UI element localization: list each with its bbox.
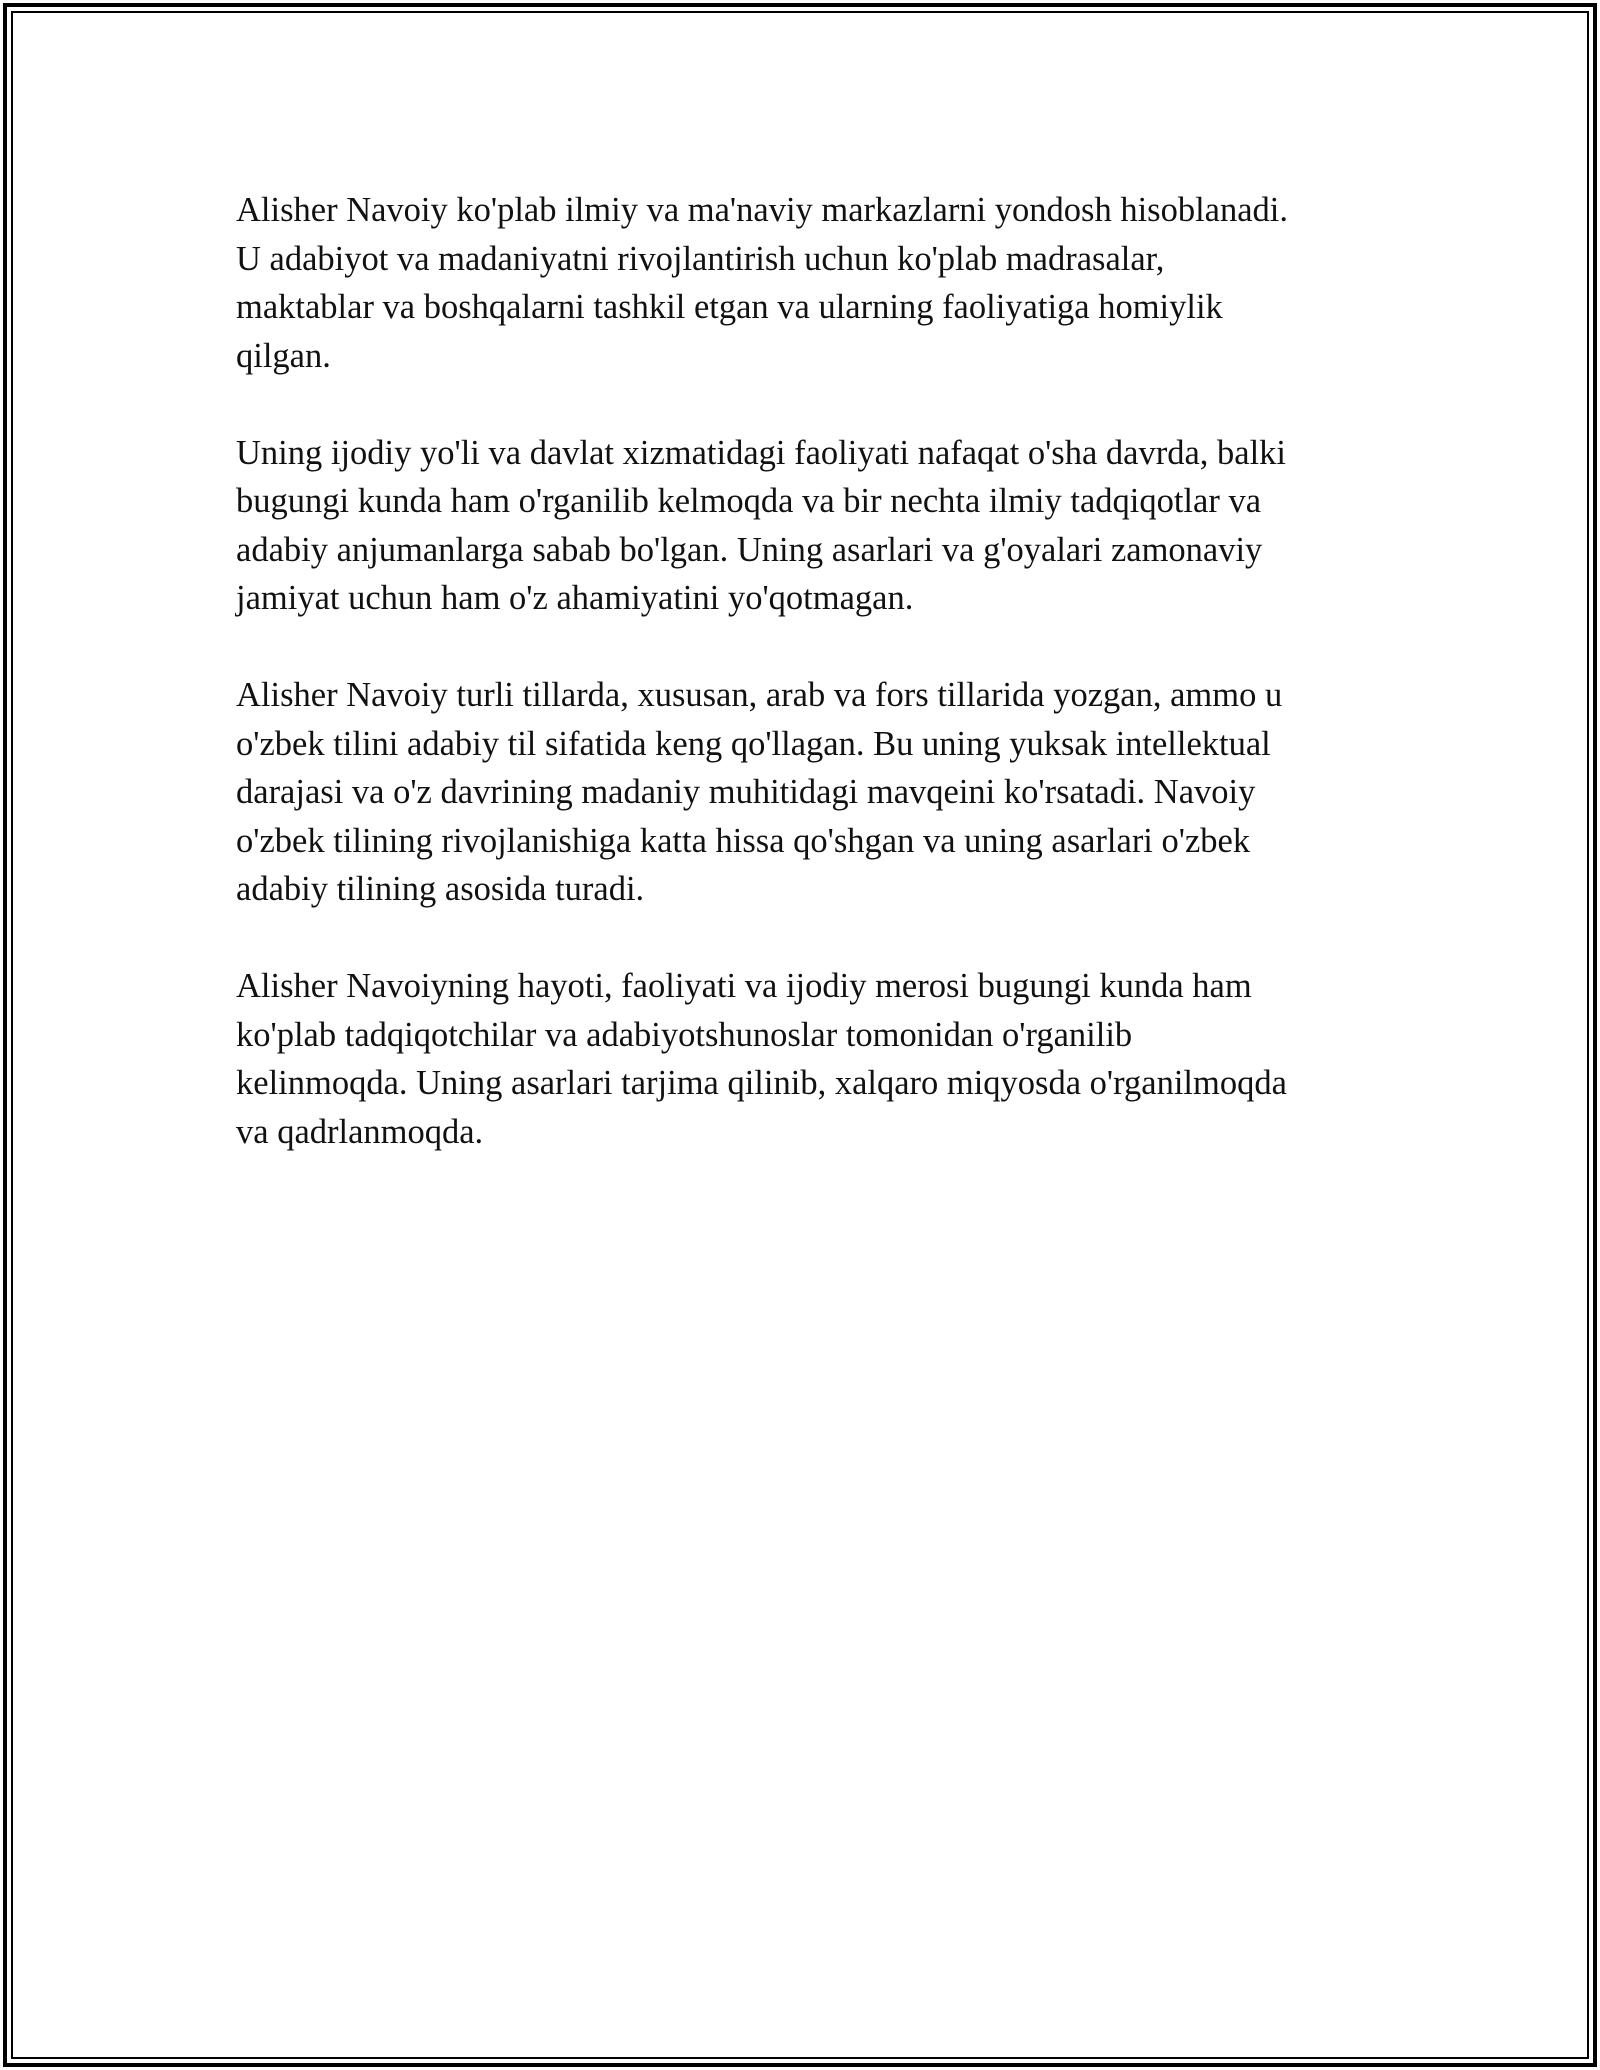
document-body <box>236 186 1376 1205</box>
paragraph-3: Alisher Navoiy turli tillarda, xususan, arab va fors tillarida yozgan, ammo u o'zbek tilini adabiy til sifatida keng qo'llagan. Bu uning yuksak intellektual darajasi va o'z davrining madaniy muhitidagi mavqeini ko'rsatadi. Navoiy o'zbek tilining rivojlanishiga katta hissa qo'shgan va uning asarlari o'zbek adabiy tilining asosida turadi. <box>236 676 1283 908</box>
paragraph-2: Uning ijodiy yo'li va davlat xizmatidagi faoliyati nafaqat o'sha davrda, balki bugungi kunda ham o'rganilib kelmoqda va bir nechta ilmiy tadqiqotlar va adabiy anjumanlarga sabab bo'lgan. Uning asarlari va g'oyalari zamonaviy jamiyat uchun ham o'z ahamiyatini yo'qotmagan. <box>236 433 1287 617</box>
paragraph-1: Alisher Navoiy ko'plab ilmiy va ma'naviy markazlarni yondosh hisoblanadi. U adabiyot va madaniyatni rivojlantirish uchun ko'plab madrasalar, maktablar va boshqalarni tashkil etgan va ularning faoliyatiga homiylik qilgan. <box>236 191 1288 375</box>
paragraph-4: Alisher Navoiyning hayoti, faoliyati va ijodiy merosi bugungi kunda ham ko'plab tadqiqotchilar va adabiyotshunoslar tomonidan o'rganilib kelinmoqda. Uning asarlari tarjima qilinib, xalqaro miqyosda o'rganilmoqda va qadrlanmoqda. <box>236 967 1287 1151</box>
